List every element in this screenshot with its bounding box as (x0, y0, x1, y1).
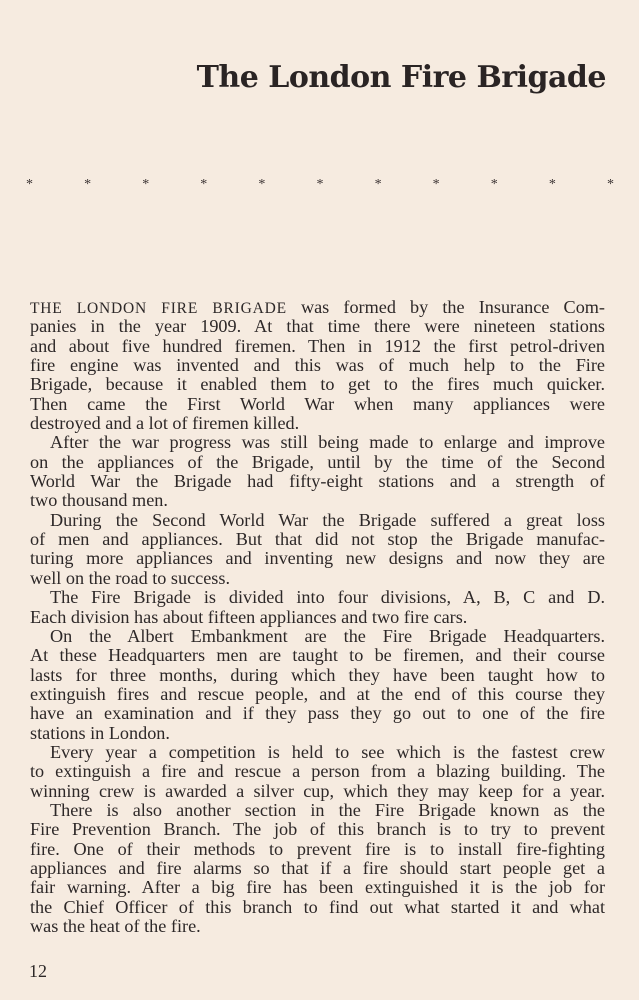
star-icon: * (316, 177, 324, 192)
text-line: appliances and fire alarms so that if a fire should start people get a (30, 857, 605, 878)
text-line: panies in the year 1909. At that time there were nineteen stations (30, 316, 605, 337)
text-line: to extinguish a fire and rescue a person from a blazing building. The (30, 761, 605, 782)
text-line: on the appliances of the Brigade, until by the time of the Second (30, 451, 605, 472)
text-line: destroyed and a lot of firemen killed. (30, 413, 300, 434)
paragraph-first-line: The Fire Brigade is divided into four divisions, A, B, C and D. (50, 587, 605, 608)
text-line: extinguish fires and rescue people, and at the end of this course they (30, 683, 605, 704)
text-line: fair warning. After a big fire has been extinguished it is the job for (30, 877, 605, 898)
text-line: lasts for three months, during which they have been taught how to (30, 664, 605, 685)
paragraph-first-line: During the Second World War the Brigade suffered a great loss (50, 509, 605, 530)
star-icon: * (84, 177, 92, 192)
text-line: have an examination and if they pass they go out to one of the fire (30, 703, 605, 724)
text-line: turing more appliances and inventing new designs and now they are (30, 548, 605, 569)
paragraph-first-line: After the war progress was still being made to enlarge and improve (50, 432, 605, 453)
text-line: two thousand men. (30, 490, 168, 511)
text-line: stations in London. (30, 722, 170, 743)
text-line: fire. One of their methods to prevent fire is to install fire-fighting (30, 838, 605, 859)
star-icon: * (26, 177, 33, 192)
paragraph-first-line: There is also another section in the Fire Brigade known as the (50, 799, 605, 820)
star-icon: * (432, 177, 440, 192)
star-icon: * (548, 177, 556, 192)
paragraph-first-line: Every year a competition is held to see which is the fastest crew (50, 741, 605, 762)
star-icon: * (490, 177, 498, 192)
text-line-content: was formed by the Insurance Com- (286, 297, 605, 317)
text-line: Fire Prevention Branch. The job of this branch is to try to prevent (30, 819, 605, 840)
text-line: and about five hundred firemen. Then in 1912 the first petrol-driven (30, 335, 605, 356)
text-line: Then came the First World War when many appliances were (30, 393, 605, 414)
star-ornament-divider (26, 177, 614, 193)
text-line: Each division has about fifteen appliances and two fire cars. (30, 606, 468, 627)
text-line: well on the road to success. (30, 567, 231, 588)
page-number: 12 (29, 961, 47, 981)
star-icon: * (142, 177, 150, 192)
star-icon: * (258, 177, 266, 192)
article-body (30, 298, 605, 936)
text-line: the Chief Officer of this branch to find out what started it and what (30, 896, 605, 917)
star-icon: * (374, 177, 382, 192)
lead-in-smallcaps: THE LONDON FIRE BRIGADE (30, 300, 287, 317)
page-title: The London Fire Brigade (196, 60, 606, 95)
text-line: At these Headquarters men are taught to be firemen, and their course (30, 645, 605, 666)
text-line (30, 298, 605, 317)
star-icon: * (606, 177, 614, 192)
text-line: was the heat of the fire. (30, 916, 201, 936)
text-line: of men and appliances. But that did not stop the Brigade manufac- (30, 529, 605, 550)
text-line: World War the Brigade had fifty-eight stations and a strength of (30, 471, 605, 492)
text-line: winning crew is awarded a silver cup, which they may keep for a year. (30, 780, 605, 801)
text-line: fire engine was invented and this was of much help to the Fire (30, 355, 605, 376)
text-line: Brigade, because it enabled them to get to the fires much quicker. (30, 374, 605, 395)
paragraph-first-line: On the Albert Embankment are the Fire Brigade Headquarters. (50, 625, 605, 646)
star-icon: * (200, 177, 208, 192)
